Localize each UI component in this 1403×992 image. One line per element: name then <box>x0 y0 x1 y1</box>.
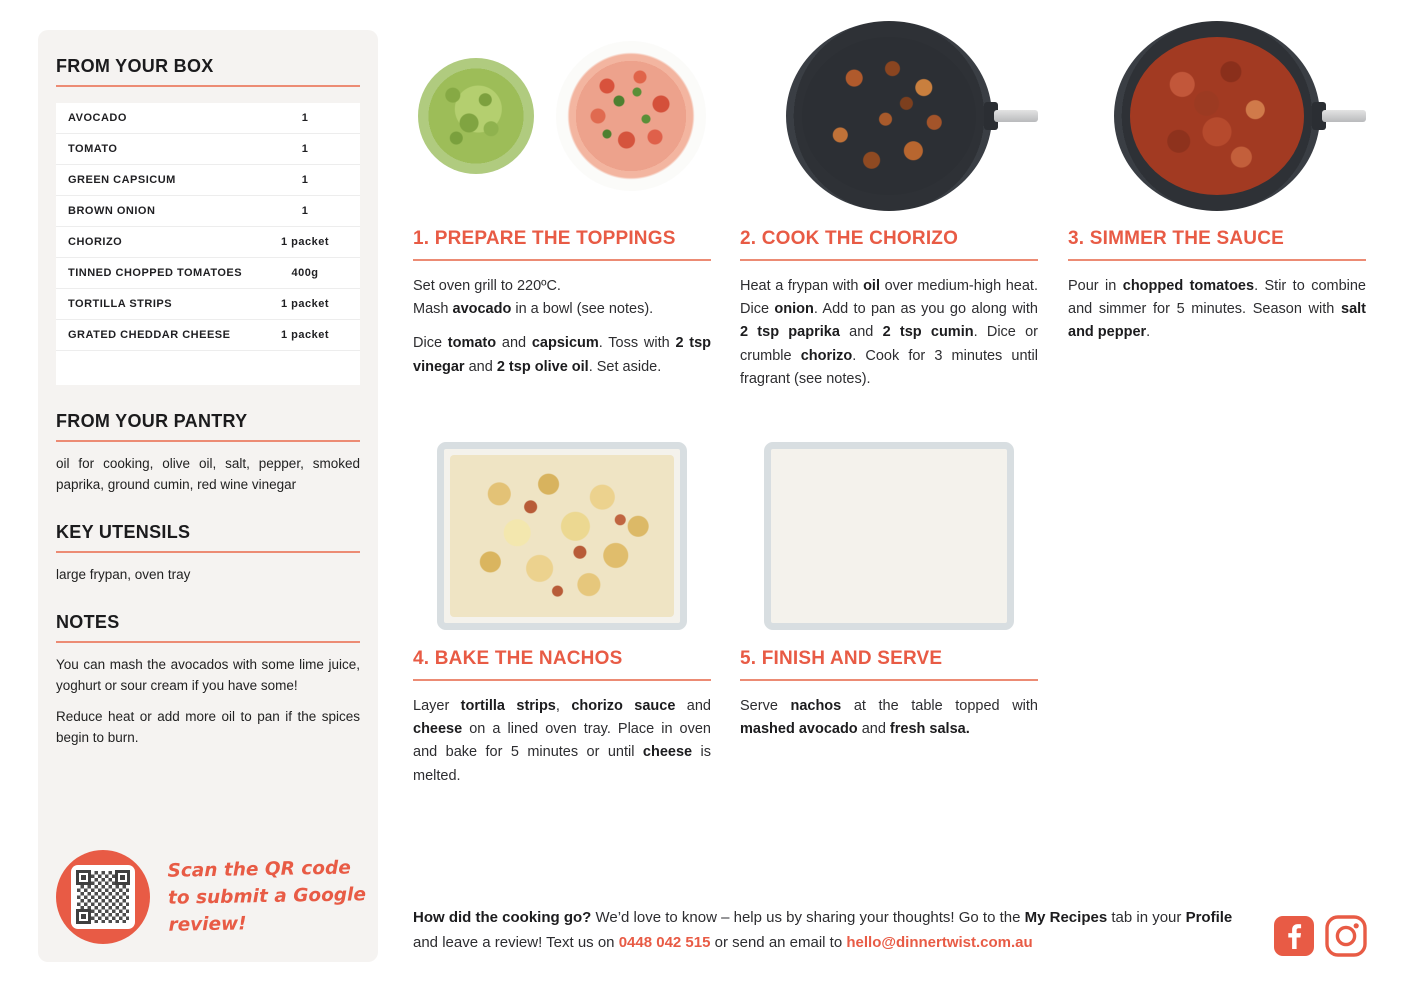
table-row <box>56 258 360 289</box>
table-row <box>56 134 360 165</box>
divider <box>740 259 1038 261</box>
step-4 <box>413 440 711 788</box>
step-4-title: 4. BAKE THE NACHOS <box>413 648 623 669</box>
ingredient-qty: 1 <box>301 205 309 217</box>
step-2 <box>740 20 1038 391</box>
divider <box>740 679 1038 681</box>
notes-title: NOTES <box>56 611 120 632</box>
table-row <box>56 227 360 258</box>
facebook-icon[interactable] <box>1274 916 1314 956</box>
utensils-section <box>56 522 360 586</box>
divider <box>56 85 360 87</box>
divider <box>56 641 360 643</box>
ingredient-qty: 400g <box>291 267 319 279</box>
step-1-instructions: Set oven grill to 220ºC. Mash avocado in a bowl (see notes). Dice tomato and capsicum. Toss with 2 tsp vinegar and 2 tsp olive oil. Set aside. <box>413 278 712 375</box>
step-2-instructions: Heat a frypan with oil over medium-high heat. Dice onion. Add to pan as you go along with 2 tsp paprika and 2 tsp cumin. Dice or crumble chorizo. Cook for 3 minutes until fragrant (see notes). <box>740 278 1039 387</box>
divider <box>56 551 360 553</box>
notes-paragraph: Reduce heat or add more oil to pan if the spices begin to burn. <box>56 708 360 745</box>
step-5-title: 5. FINISH AND SERVE <box>740 648 943 669</box>
step-2-title: 2. COOK THE CHORIZO <box>740 228 959 249</box>
table-row <box>56 165 360 196</box>
instagram-icon[interactable] <box>1324 914 1368 958</box>
feedback-footer <box>413 906 1261 956</box>
qr-caption: Scan the QR code to submit a Google review! <box>167 857 367 936</box>
oven-tray-image <box>764 442 1014 630</box>
table-row <box>56 103 360 134</box>
table-row <box>56 320 360 351</box>
frypan-image <box>786 21 992 211</box>
ingredient-name: AVOCADO <box>68 112 127 124</box>
step-1-title: 1. PREPARE THE TOPPINGS <box>413 228 676 249</box>
ingredient-qty: 1 packet <box>280 236 330 248</box>
step-5 <box>740 440 1038 741</box>
step-1 <box>413 20 711 379</box>
divider <box>413 679 711 681</box>
ingredients-table <box>56 103 360 385</box>
ingredient-name: GREEN CAPSICUM <box>68 174 176 186</box>
ingredient-name: BROWN ONION <box>68 205 156 217</box>
ingredient-qty: 1 packet <box>280 298 330 310</box>
qr-code-icon <box>56 850 150 944</box>
from-your-pantry-title: FROM YOUR PANTRY <box>56 411 248 431</box>
photo-nachos-tray-finished <box>740 440 1038 632</box>
frypan-image <box>1114 21 1320 211</box>
step-4-instructions: Layer tortilla strips, chorizo sauce and cheese on a lined oven tray. Place in oven and bake for 5 minutes or until cheese is melted. <box>413 698 711 784</box>
pantry-section <box>56 411 360 496</box>
ingredient-qty: 1 <box>301 112 309 124</box>
photo-sauce-pan <box>1068 20 1366 212</box>
sidebar <box>38 30 378 962</box>
guacamole-bowl-image <box>418 58 534 174</box>
ingredient-name: TORTILLA STRIPS <box>68 298 173 310</box>
photo-chorizo-pan <box>740 20 1038 212</box>
table-row <box>56 196 360 227</box>
ingredient-qty: 1 <box>301 174 309 186</box>
step-3-title: 3. SIMMER THE SAUCE <box>1068 228 1284 249</box>
google-review-block <box>56 850 368 944</box>
ingredient-name: GRATED CHEDDAR CHEESE <box>68 329 231 341</box>
utensils-text: large frypan, oven tray <box>56 566 191 582</box>
salsa-plate-image <box>556 41 706 191</box>
step-5-instructions: Serve nachos at the table topped with mashed avocado and fresh salsa. <box>740 698 1038 738</box>
notes-paragraph: You can mash the avocados with some lime juice, yoghurt or sour cream if you have some! <box>56 656 360 693</box>
divider <box>1068 259 1366 261</box>
ingredient-name: TINNED CHOPPED TOMATOES <box>68 267 243 279</box>
divider <box>56 440 360 442</box>
ingredient-qty: 1 <box>301 143 309 155</box>
step-3-instructions: Pour in chopped tomatoes. Stir to combine and simmer for 5 minutes. Season with salt and pepper. <box>1068 278 1366 341</box>
photo-guacamole-and-salsa <box>413 20 711 212</box>
pantry-text: oil for cooking, olive oil, salt, pepper, smoked paprika, ground cumin, red wine vinegar <box>56 456 360 492</box>
ingredient-name: TOMATO <box>68 143 118 155</box>
notes-section <box>56 612 360 749</box>
key-utensils-title: KEY UTENSILS <box>56 521 191 542</box>
ingredient-name: CHORIZO <box>68 236 123 248</box>
social-links <box>1274 914 1368 958</box>
from-your-box-title: FROM YOUR BOX <box>56 56 214 76</box>
divider <box>413 259 711 261</box>
feedback-text: How did the cooking go? We’d love to know – help us by sharing your thoughts! Go to the My Recipes tab in your Profile and leave a review! Text us on 0448 042 515 or send an email to hello@dinnertwist.com.au <box>413 909 1233 951</box>
ingredient-qty: 1 packet <box>280 329 330 341</box>
oven-tray-image <box>437 442 687 630</box>
step-3 <box>1068 20 1366 345</box>
photo-nachos-tray-unbaked <box>413 440 711 632</box>
table-row <box>56 289 360 320</box>
